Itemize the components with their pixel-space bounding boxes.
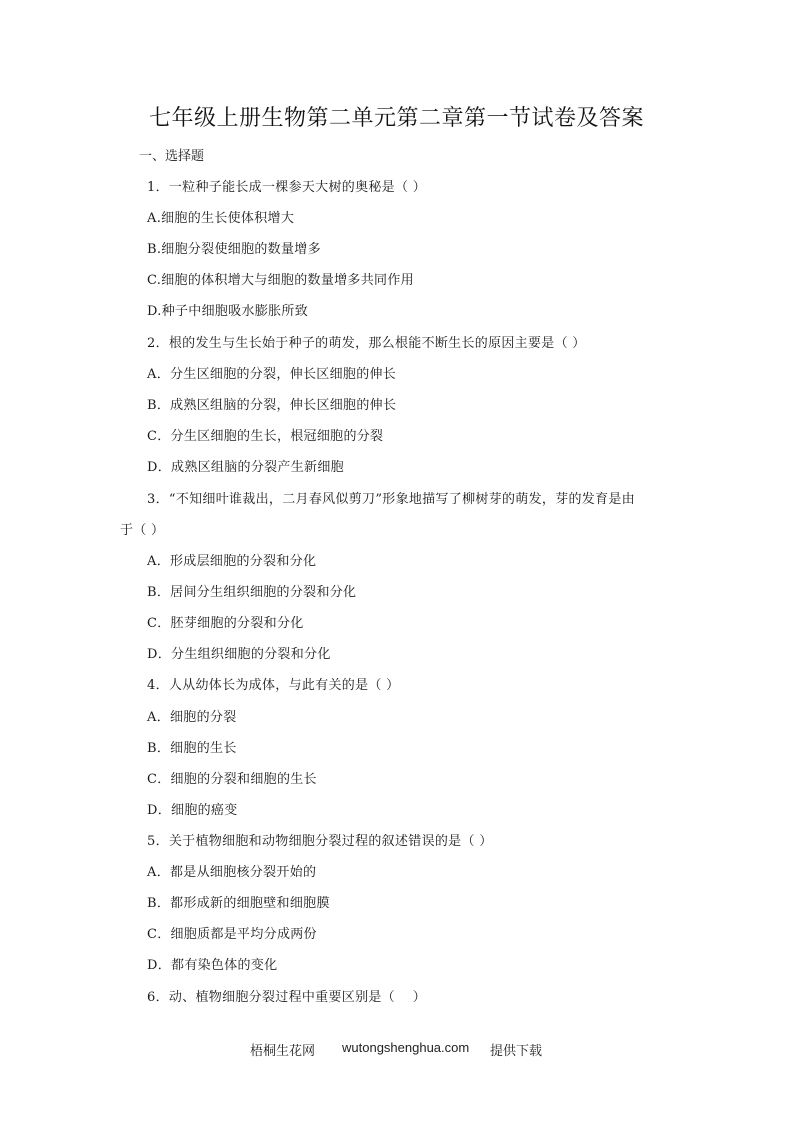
footer-site-name: 梧桐生花网 bbox=[250, 1044, 316, 1059]
question-3-option-b: B．居间分生组织细胞的分裂和分化 bbox=[147, 585, 357, 600]
question-4-option-a: A．细胞的分裂 bbox=[147, 710, 237, 725]
document-title: 七年级上册生物第二单元第二章第一节试卷及答案 bbox=[148, 106, 644, 131]
question-5-stem: 5．关于植物细胞和动物细胞分裂过程的叙述错误的是（ ） bbox=[147, 834, 493, 849]
question-3-option-d: D．分生组织细胞的分裂和分化 bbox=[147, 647, 331, 662]
footer-url-link[interactable]: wutongshenghua.com bbox=[342, 1040, 470, 1055]
question-3-stem-line-1: 3．“不知细叶谁裁出，二月春风似剪刀”形象地描写了柳树芽的萌发，芽的发育是由 bbox=[147, 492, 635, 507]
question-5-option-a: A．都是从细胞核分裂开始的 bbox=[147, 865, 317, 880]
question-2-option-d: D．成熟区组脑的分裂产生新细胞 bbox=[147, 460, 344, 475]
section-heading: 一、选择题 bbox=[139, 149, 205, 164]
question-6-stem: 6．动、植物细胞分裂过程中重要区别是（ ） bbox=[147, 990, 427, 1005]
question-2-stem: 2．根的发生与生长始于种子的萌发，那么根能不断生长的原因主要是（ ） bbox=[147, 336, 586, 351]
question-1-option-b: B.细胞分裂使细胞的数量增多 bbox=[147, 242, 321, 257]
question-5-option-c: C．细胞质都是平均分成两份 bbox=[147, 927, 317, 942]
question-1-option-d: D.种子中细胞吸水膨胀所致 bbox=[147, 304, 308, 319]
question-4-option-b: B．细胞的生长 bbox=[147, 741, 237, 756]
question-3-option-c: C．胚芽细胞的分裂和分化 bbox=[147, 616, 304, 631]
question-2-option-b: B．成熟区组脑的分裂，伸长区细胞的伸长 bbox=[147, 398, 397, 413]
question-3-stem-line-2: 于（ ） bbox=[120, 523, 165, 538]
question-1-stem: 1．一粒种子能长成一棵参天大树的奥秘是（ ） bbox=[147, 180, 427, 195]
question-3-option-a: A．形成层细胞的分裂和分化 bbox=[147, 554, 317, 569]
question-2-option-a: A．分生区细胞的分裂，伸长区细胞的伸长 bbox=[147, 367, 397, 382]
question-1-option-c: C.细胞的体积增大与细胞的数量增多共同作用 bbox=[147, 273, 414, 288]
footer-download-note: 提供下载 bbox=[490, 1044, 543, 1059]
question-5-option-b: B．都形成新的细胞壁和细胞膜 bbox=[147, 896, 330, 911]
question-4-option-d: D．细胞的癌变 bbox=[147, 803, 238, 818]
question-4-stem: 4．人从幼体长为成体，与此有关的是（ ） bbox=[147, 678, 400, 693]
question-2-option-c: C．分生区细胞的生长，根冠细胞的分裂 bbox=[147, 429, 384, 444]
question-5-option-d: D．都有染色体的变化 bbox=[147, 958, 278, 973]
question-1-option-a: A.细胞的生长使体积增大 bbox=[147, 211, 295, 226]
question-4-option-c: C．细胞的分裂和细胞的生长 bbox=[147, 772, 317, 787]
